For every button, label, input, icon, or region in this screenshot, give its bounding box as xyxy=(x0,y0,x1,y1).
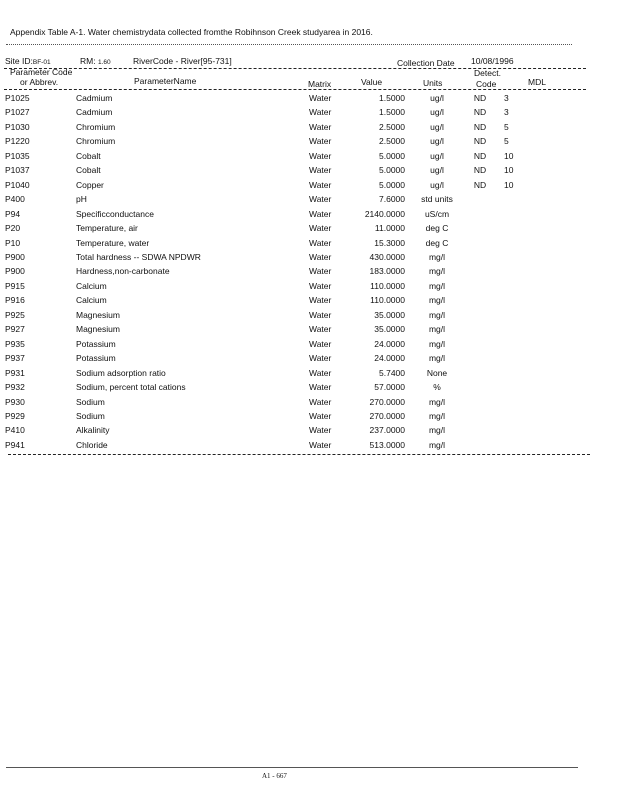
value-cell: 183.0000 xyxy=(369,266,405,277)
matrix-cell: Water xyxy=(309,353,332,364)
param-code-cell: P929 xyxy=(5,410,25,421)
table-row xyxy=(5,134,544,148)
param-code-cell: P915 xyxy=(5,280,25,291)
detect-code-cell xyxy=(462,351,498,365)
collection-date-value: 10/08/1996 xyxy=(471,56,514,66)
units-cell: uS/cm xyxy=(424,208,450,219)
table-row xyxy=(5,337,544,351)
detect-code-cell xyxy=(462,192,498,206)
table-row xyxy=(5,423,544,437)
col-header-units: Units xyxy=(423,78,443,88)
mdl-cell xyxy=(498,351,544,365)
units-cell: mg/l xyxy=(428,309,446,320)
mdl-cell xyxy=(498,409,544,423)
col-header-matrix: Matrix xyxy=(308,79,332,89)
value-cell: 513.0000 xyxy=(369,439,405,450)
param-code-cell: P925 xyxy=(5,309,25,320)
table-row xyxy=(5,221,544,235)
detect-code-cell: ND xyxy=(473,136,487,147)
mdl-cell: 5 xyxy=(504,136,509,147)
matrix-cell: Water xyxy=(309,425,332,436)
value-cell: 1.5000 xyxy=(379,93,405,103)
detect-code-cell: ND xyxy=(473,165,487,176)
col-header-code: Code xyxy=(476,79,497,89)
table-row xyxy=(5,236,544,250)
mdl-cell: 10 xyxy=(504,150,514,161)
param-name-cell: Copper xyxy=(76,179,104,190)
param-code-cell: P932 xyxy=(5,382,25,393)
param-name-cell: Specificconductance xyxy=(76,208,154,219)
param-code-cell: P931 xyxy=(5,367,25,378)
matrix-cell: Water xyxy=(309,439,332,450)
matrix-cell: Water xyxy=(309,107,332,118)
mdl-cell xyxy=(498,250,544,264)
param-code-cell: P1037 xyxy=(5,165,30,176)
value-cell: 35.0000 xyxy=(374,324,405,335)
table-end-rule xyxy=(8,454,590,455)
detect-code-cell xyxy=(462,293,498,307)
detect-code-cell: ND xyxy=(473,179,487,190)
param-code-cell: P1025 xyxy=(5,93,30,103)
value-cell: 270.0000 xyxy=(369,410,405,421)
param-code-cell: P937 xyxy=(5,353,25,364)
param-name-cell: Calcium xyxy=(76,295,107,306)
units-cell: mg/l xyxy=(428,425,446,436)
table-row xyxy=(5,409,544,423)
param-name-cell: Chromium xyxy=(76,121,116,132)
detect-code-cell xyxy=(462,308,498,322)
matrix-cell: Water xyxy=(309,396,332,407)
param-name-cell: Cobalt xyxy=(76,150,101,161)
value-cell: 5.7400 xyxy=(379,367,405,378)
mdl-cell xyxy=(498,337,544,351)
param-code-cell: P900 xyxy=(5,251,25,262)
param-name-cell: Total hardness -- SDWA NPDWR xyxy=(76,251,201,262)
detect-code-cell xyxy=(462,322,498,336)
detect-code-cell xyxy=(462,264,498,278)
river-code: RiverCode - River[95-731] xyxy=(133,56,232,66)
table-row xyxy=(5,207,544,221)
mdl-cell: 3 xyxy=(504,93,509,103)
page-number: A1 - 667 xyxy=(262,772,287,780)
col-header-abbrev: or Abbrev. xyxy=(20,77,59,87)
param-name-cell: Potassium xyxy=(76,353,116,364)
detect-code-cell xyxy=(462,250,498,264)
matrix-cell: Water xyxy=(309,208,332,219)
table-row xyxy=(5,120,544,134)
table-row xyxy=(5,293,544,307)
units-cell: None xyxy=(426,367,448,378)
value-cell: 5.0000 xyxy=(379,179,405,190)
value-cell: 5.0000 xyxy=(379,165,405,176)
param-code-cell: P20 xyxy=(5,223,21,234)
matrix-cell: Water xyxy=(309,93,332,103)
units-cell: ug/l xyxy=(430,107,444,118)
param-name-cell: Hardness,non-carbonate xyxy=(76,266,170,277)
param-name-cell: Temperature, water xyxy=(76,237,150,248)
table-row xyxy=(5,192,544,206)
value-cell: 2140.0000 xyxy=(364,208,405,219)
param-name-cell: Cadmium xyxy=(76,107,113,118)
param-code-cell: P900 xyxy=(5,266,25,277)
units-cell: ug/l xyxy=(430,150,444,161)
site-id xyxy=(5,56,51,66)
param-name-cell: Cadmium xyxy=(76,93,113,103)
units-cell: mg/l xyxy=(428,396,446,407)
units-cell: deg C xyxy=(425,237,449,248)
matrix-cell: Water xyxy=(309,150,332,161)
param-code-cell: P935 xyxy=(5,338,25,349)
value-cell: 270.0000 xyxy=(369,396,405,407)
mdl-cell xyxy=(498,308,544,322)
value-cell: 24.0000 xyxy=(374,353,405,364)
table-row xyxy=(5,91,544,105)
mdl-cell xyxy=(498,207,544,221)
param-name-cell: Alkalinity xyxy=(76,425,110,436)
site-id-value: BF-01 xyxy=(32,59,51,66)
value-cell: 7.6000 xyxy=(379,194,405,205)
value-cell: 237.0000 xyxy=(369,425,405,436)
value-cell: 2.5000 xyxy=(379,121,405,132)
matrix-cell: Water xyxy=(309,280,332,291)
rm-label: RM: xyxy=(80,56,96,66)
mdl-cell xyxy=(498,438,544,452)
units-cell: ug/l xyxy=(430,93,444,103)
param-code-cell: P1220 xyxy=(5,136,30,147)
mdl-cell xyxy=(498,395,544,409)
value-cell: 2.5000 xyxy=(379,136,405,147)
detect-code-cell: ND xyxy=(473,93,487,103)
table-row xyxy=(5,380,544,394)
matrix-cell: Water xyxy=(309,223,332,234)
table-row xyxy=(5,250,544,264)
river-mile xyxy=(80,56,111,66)
col-header-mdl: MDL xyxy=(528,77,546,87)
units-cell: deg C xyxy=(425,223,449,234)
mdl-cell: 3 xyxy=(504,107,509,118)
table-row xyxy=(5,264,544,278)
param-code-cell: P400 xyxy=(5,194,25,205)
table-row xyxy=(5,366,544,380)
collection-date-label: Collection Date xyxy=(397,58,455,68)
matrix-cell: Water xyxy=(309,382,332,393)
table-title: Appendix Table A-1. Water chemistrydata collected fromthe Robihnson Creek studyarea in 2016. xyxy=(10,27,373,37)
mdl-cell: 10 xyxy=(504,179,514,190)
detect-code-cell xyxy=(462,366,498,380)
title-divider xyxy=(6,44,572,45)
param-name-cell: Magnesium xyxy=(76,324,120,335)
table-row xyxy=(5,105,544,119)
param-code-cell: P1040 xyxy=(5,179,30,190)
matrix-cell: Water xyxy=(309,165,332,176)
matrix-cell: Water xyxy=(309,136,332,147)
detect-code-cell: ND xyxy=(473,121,487,132)
detect-code-cell xyxy=(462,279,498,293)
col-header-param-code: Parameter Code xyxy=(10,67,73,77)
units-cell: mg/l xyxy=(428,324,446,335)
table-row xyxy=(5,438,544,452)
header-bottom-rule xyxy=(4,89,586,90)
table-row xyxy=(5,279,544,293)
mdl-cell xyxy=(498,192,544,206)
table-row xyxy=(5,163,544,177)
detect-code-cell xyxy=(462,423,498,437)
matrix-cell: Water xyxy=(309,295,332,306)
value-cell: 11.0000 xyxy=(374,223,405,234)
detect-code-cell xyxy=(462,395,498,409)
mdl-cell xyxy=(498,279,544,293)
param-code-cell: P930 xyxy=(5,396,25,407)
matrix-cell: Water xyxy=(309,324,332,335)
table-row xyxy=(5,178,544,192)
mdl-cell xyxy=(498,293,544,307)
col-header-param-name: ParameterName xyxy=(134,76,197,86)
value-cell: 35.0000 xyxy=(374,309,405,320)
matrix-cell: Water xyxy=(309,251,332,262)
detect-code-cell: ND xyxy=(473,107,487,118)
matrix-cell: Water xyxy=(309,410,332,421)
units-cell: mg/l xyxy=(428,266,446,277)
param-name-cell: Sodium, percent total cations xyxy=(76,382,186,393)
value-cell: 57.0000 xyxy=(374,382,405,393)
units-cell: % xyxy=(433,382,441,393)
mdl-cell xyxy=(498,221,544,235)
value-cell: 5.0000 xyxy=(379,150,405,161)
param-name-cell: Chloride xyxy=(76,439,108,450)
table-row xyxy=(5,322,544,336)
value-cell: 1.5000 xyxy=(379,107,405,118)
param-code-cell: P1030 xyxy=(5,121,30,132)
param-code-cell: P94 xyxy=(5,208,21,219)
param-name-cell: Magnesium xyxy=(76,309,120,320)
detect-code-cell xyxy=(462,236,498,250)
water-chemistry-table xyxy=(5,91,544,452)
detect-code-cell xyxy=(462,337,498,351)
mdl-cell: 5 xyxy=(504,121,509,132)
rm-value: 1.60 xyxy=(97,59,111,66)
param-name-cell: Temperature, air xyxy=(76,223,138,234)
value-cell: 110.0000 xyxy=(370,280,405,291)
matrix-cell: Water xyxy=(309,121,332,132)
units-cell: ug/l xyxy=(430,179,444,190)
matrix-cell: Water xyxy=(309,309,332,320)
site-id-label: Site ID: xyxy=(5,56,33,66)
col-header-value: Value xyxy=(361,77,383,87)
param-name-cell: Potassium xyxy=(76,338,116,349)
mdl-cell xyxy=(498,264,544,278)
units-cell: mg/l xyxy=(428,295,446,306)
units-cell: mg/l xyxy=(428,439,446,450)
table-row xyxy=(5,395,544,409)
value-cell: 24.0000 xyxy=(374,338,405,349)
mdl-cell xyxy=(498,322,544,336)
mdl-cell: 10 xyxy=(504,165,514,176)
mdl-cell xyxy=(498,236,544,250)
param-name-cell: pH xyxy=(76,194,87,205)
table-row xyxy=(5,308,544,322)
col-header-detect: Detect. xyxy=(474,68,501,78)
value-cell: 15.3000 xyxy=(374,237,405,248)
mdl-cell xyxy=(498,366,544,380)
param-code-cell: P410 xyxy=(5,425,25,436)
param-name-cell: Cobalt xyxy=(76,165,101,176)
table-row xyxy=(5,351,544,365)
detect-code-cell xyxy=(462,221,498,235)
units-cell: ug/l xyxy=(430,121,444,132)
matrix-cell: Water xyxy=(309,367,332,378)
detect-code-cell xyxy=(462,409,498,423)
param-code-cell: P10 xyxy=(5,237,21,248)
param-code-cell: P916 xyxy=(5,295,25,306)
param-code-cell: P1027 xyxy=(5,107,30,118)
value-cell: 430.0000 xyxy=(369,251,405,262)
matrix-cell: Water xyxy=(309,179,332,190)
units-cell: mg/l xyxy=(428,338,446,349)
param-name-cell: Sodium adsorption ratio xyxy=(76,367,166,378)
units-cell: std units xyxy=(421,194,453,205)
units-cell: ug/l xyxy=(430,165,444,176)
detect-code-cell xyxy=(462,380,498,394)
units-cell: mg/l xyxy=(428,251,446,262)
units-cell: ug/l xyxy=(430,136,444,147)
mdl-cell xyxy=(498,380,544,394)
matrix-cell: Water xyxy=(309,266,332,277)
footer-rule xyxy=(6,767,578,768)
param-code-cell: P1035 xyxy=(5,150,30,161)
param-code-cell: P927 xyxy=(5,324,25,335)
param-name-cell: Sodium xyxy=(76,396,105,407)
table-row xyxy=(5,149,544,163)
param-name-cell: Calcium xyxy=(76,280,107,291)
matrix-cell: Water xyxy=(309,194,332,205)
matrix-cell: Water xyxy=(309,338,332,349)
detect-code-cell: ND xyxy=(473,150,487,161)
units-cell: mg/l xyxy=(428,410,446,421)
mdl-cell xyxy=(498,423,544,437)
detect-code-cell xyxy=(462,438,498,452)
param-name-cell: Chromium xyxy=(76,136,116,147)
value-cell: 110.0000 xyxy=(370,295,405,306)
detect-code-cell xyxy=(462,207,498,221)
units-cell: mg/l xyxy=(428,280,446,291)
param-code-cell: P941 xyxy=(5,439,25,450)
matrix-cell: Water xyxy=(309,237,332,248)
units-cell: mg/l xyxy=(428,353,446,364)
param-name-cell: Sodium xyxy=(76,410,105,421)
